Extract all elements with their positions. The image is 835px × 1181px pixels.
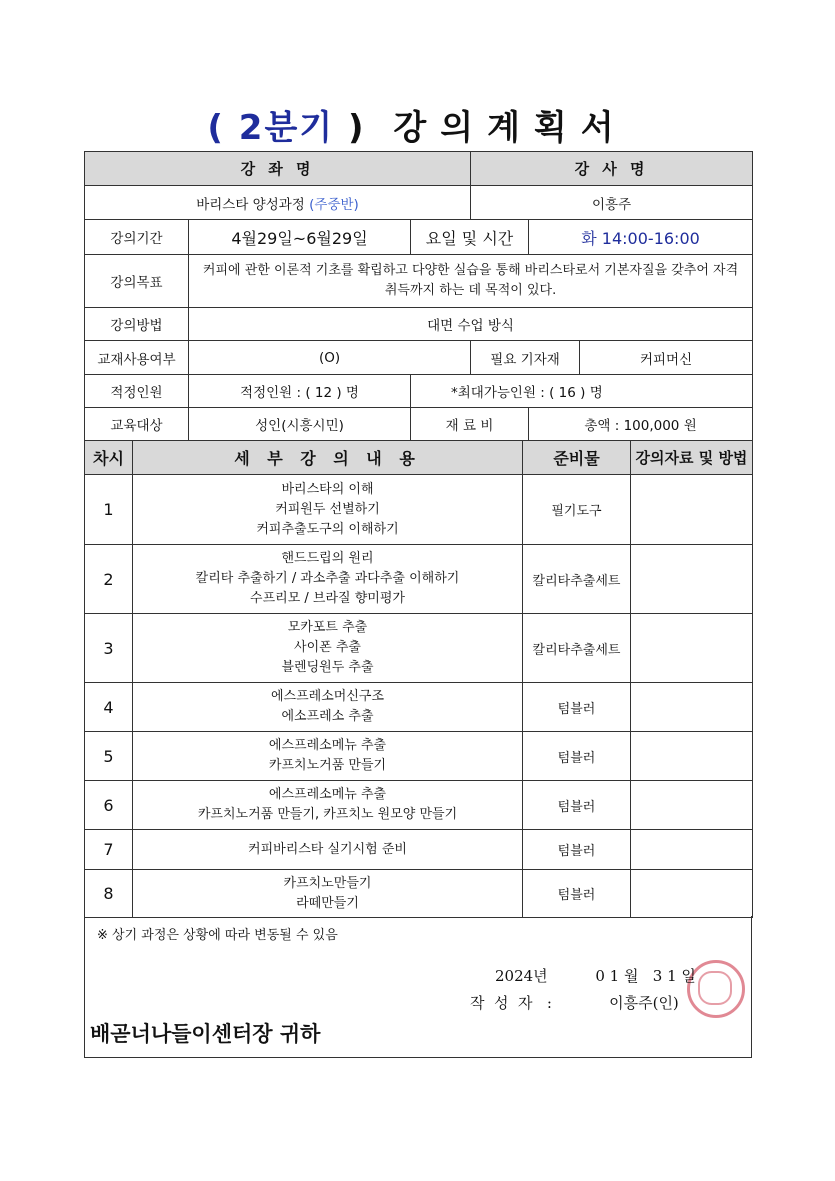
notice-text: ※ 상기 과정은 상황에 따라 변동될 수 있음 (97, 928, 338, 943)
session-materials (631, 683, 753, 732)
session-prep: 텀블러 (523, 781, 631, 830)
content-line: 핸드드립의 원리 (281, 551, 374, 566)
author-line: 작 성 자 : 이흥주(인) (470, 994, 679, 1012)
table-row (85, 545, 753, 614)
content-line: 에스프레소메뉴 추출 (268, 787, 387, 802)
content-line: 바리스타의 이해 (281, 481, 374, 497)
instructor-name: 이흥주 (471, 186, 753, 220)
session-materials (631, 732, 753, 781)
course-name: 바리스타 양성과정 (196, 196, 305, 213)
session-number: 5 (85, 732, 133, 781)
goal-text: 커피에 관한 이론적 기초를 확립하고 다양한 실습을 통해 바리스타로서 기본자질을 갖추어 자격취득까지 하는 데 목적이 있다. (189, 255, 753, 308)
session-prep: 필기도구 (523, 475, 631, 545)
session-materials (631, 545, 753, 614)
method-value: 대면 수업 방식 (189, 308, 753, 341)
session-number: 2 (85, 545, 133, 614)
course-info-table (84, 151, 753, 441)
textbook-label: 교재사용여부 (85, 341, 189, 375)
content-line: 에스프레소메뉴 추출 (268, 738, 387, 753)
session-materials (631, 614, 753, 683)
content-line: 라떼만들기 (296, 895, 359, 911)
textbook-value: (O) (189, 341, 471, 375)
session-content (133, 781, 523, 830)
session-number: 8 (85, 870, 133, 918)
day-time-value: 화 14:00-16:00 (529, 220, 753, 255)
document-title (0, 100, 835, 149)
content-line: 에소프레소 추출 (281, 709, 374, 724)
course-name-header: 강 좌 명 (85, 152, 471, 186)
table-row (85, 732, 753, 781)
title-quarter: 2분기 (238, 108, 335, 148)
period-label: 강의기간 (85, 220, 189, 255)
session-prep: 텀블러 (523, 870, 631, 918)
content-line: 사이폰 추출 (294, 640, 361, 655)
recipient: 배곧너나들이센터장 귀하 (90, 1021, 321, 1046)
table-row (85, 683, 753, 732)
session-prep: 텀블러 (523, 830, 631, 870)
target-label: 교육대상 (85, 408, 189, 441)
content-line: 카프치노만들기 (283, 875, 372, 891)
capacity-label: 적정인원 (85, 375, 189, 408)
session-materials (631, 830, 753, 870)
content-line: 에스프레소머신구조 (270, 689, 385, 704)
target-value: 성인(시흥시민) (189, 408, 411, 441)
session-number: 1 (85, 475, 133, 545)
instructor-header: 강 사 명 (471, 152, 753, 186)
document-date: 2024년 0 1 월 3 1 일 (495, 967, 696, 985)
session-prep: 칼리타추출세트 (523, 545, 631, 614)
session-materials (631, 781, 753, 830)
material-fee-label: 재 료 비 (411, 408, 529, 441)
table-row (85, 870, 753, 918)
day-time-label: 요일 및 시간 (411, 220, 529, 255)
title-main: 강의계획서 (393, 108, 628, 148)
capacity-value: 적정인원 : ( 12 ) 명 (189, 375, 411, 408)
session-number: 4 (85, 683, 133, 732)
content-line: 모카포트 추출 (287, 620, 368, 635)
session-materials (631, 870, 753, 918)
content-line: 카프치노거품 만들기, 카프치노 원모양 만들기 (197, 807, 458, 822)
table-row (85, 475, 753, 545)
content-line: 카프치노거품 만들기 (268, 758, 387, 773)
session-number: 3 (85, 614, 133, 683)
goal-label: 강의목표 (85, 255, 189, 308)
session-content (133, 614, 523, 683)
content-line: 블렌딩원두 추출 (281, 660, 374, 675)
session-number: 7 (85, 830, 133, 870)
session-prep: 텀블러 (523, 732, 631, 781)
session-content (133, 545, 523, 614)
session-content (133, 683, 523, 732)
prep-header: 준비물 (523, 441, 631, 475)
period-value: 4월29일~6월29일 (189, 220, 411, 255)
session-prep: 칼리타추출세트 (523, 614, 631, 683)
session-content (133, 732, 523, 781)
content-line: 커피추출도구의 이해하기 (256, 521, 399, 537)
content-header: 세 부 강 의 내 용 (133, 441, 523, 475)
equipment-value: 커피머신 (580, 341, 753, 375)
material-fee-total: 총액 : 100,000 원 (529, 408, 753, 441)
equipment-label: 필요 기자재 (471, 341, 580, 375)
max-capacity-value: *최대가능인원 : ( 16 ) 명 (411, 375, 753, 408)
content-line: 커피원두 선별하기 (275, 501, 380, 517)
title-close-paren: ) (347, 108, 366, 148)
footer-section (84, 916, 752, 1058)
session-materials (631, 475, 753, 545)
schedule-table (84, 440, 753, 918)
session-header: 차시 (85, 441, 133, 475)
course-name-cell (85, 186, 471, 220)
table-row (85, 830, 753, 870)
table-row (85, 781, 753, 830)
session-content (133, 830, 523, 870)
course-level: (주중반) (309, 196, 359, 213)
session-number: 6 (85, 781, 133, 830)
content-line: 수프리모 / 브라질 향미평가 (250, 591, 405, 606)
table-row (85, 614, 753, 683)
session-content (133, 870, 523, 918)
title-open-paren: ( (207, 108, 225, 148)
content-line: 커피바리스타 실기시험 준비 (248, 841, 407, 857)
materials-header: 강의자료 및 방법 (631, 441, 753, 475)
session-content (133, 475, 523, 545)
session-prep: 텀블러 (523, 683, 631, 732)
content-line: 칼리타 추출하기 / 과소추출 과다추출 이해하기 (195, 571, 460, 586)
method-label: 강의방법 (85, 308, 189, 341)
